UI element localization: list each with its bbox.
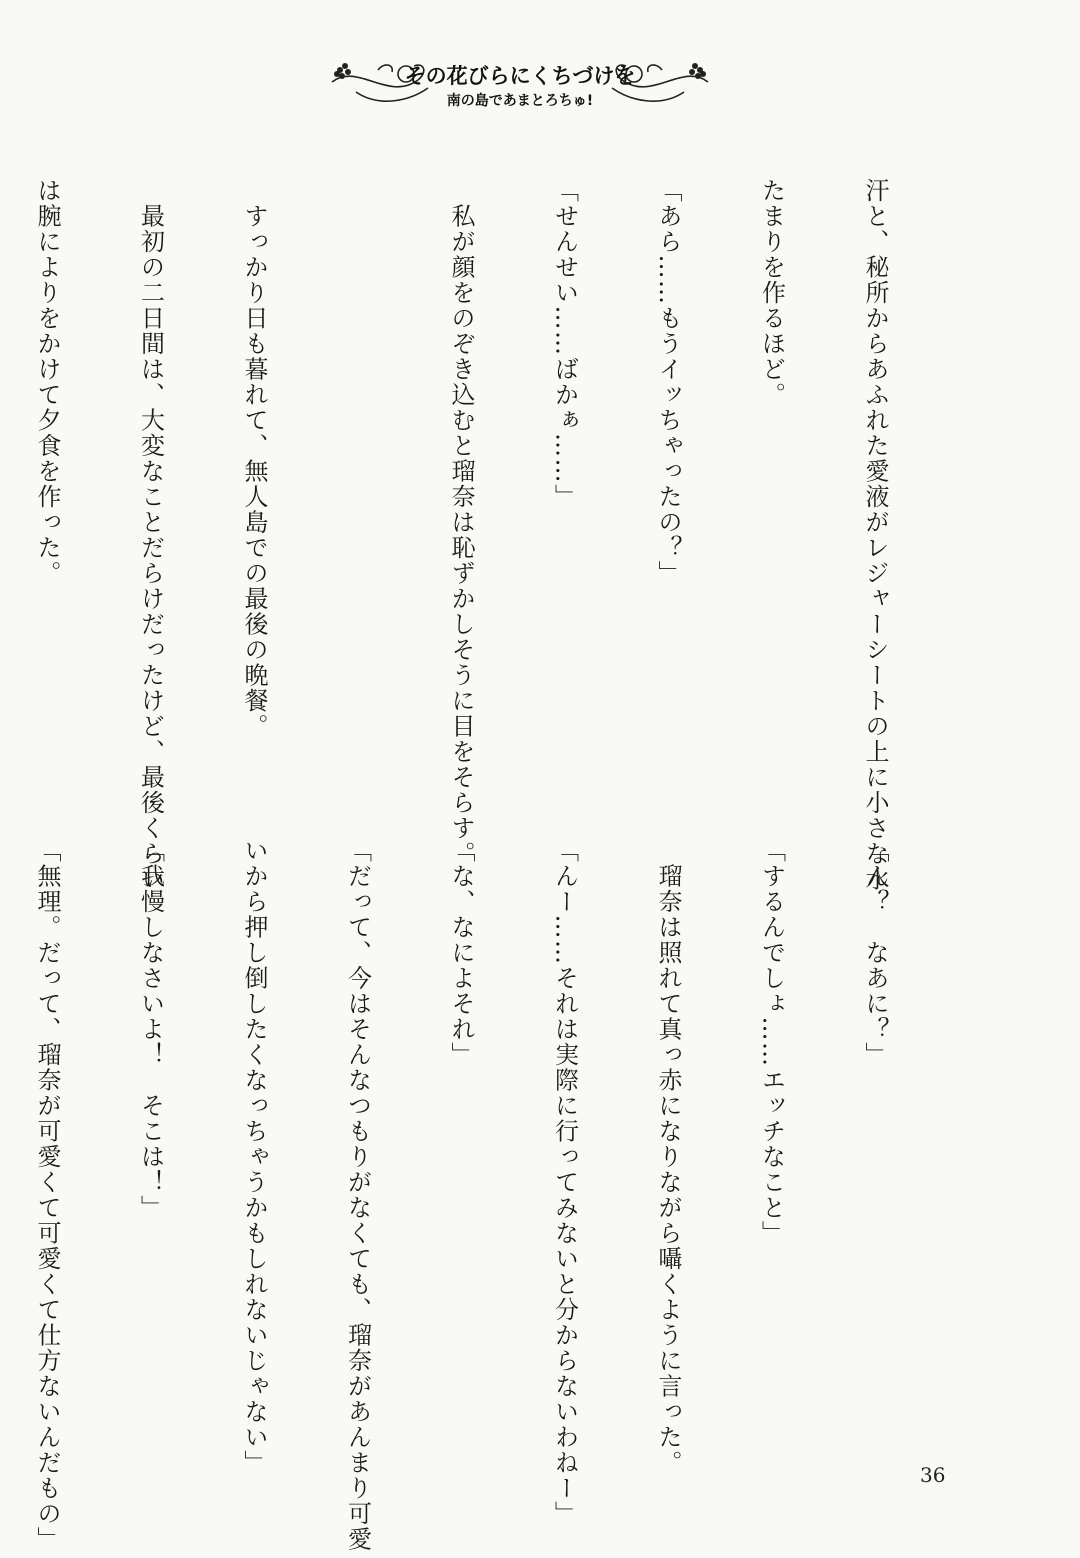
- text-line: 「な、なによそれ」: [447, 838, 475, 1068]
- text-block-top: [0, 178, 961, 892]
- text-line: 最初の二日間は、大変なことだらけだったけど、最後くらい: [136, 178, 165, 892]
- page-header: [328, 52, 712, 114]
- book-title: その花びらにくちづけを: [404, 64, 636, 88]
- text-line: [340, 178, 375, 798]
- text-line: 「ん？ なあに？」: [861, 838, 889, 1068]
- text-line: すっかり日も暮れて、無人島での最後の晩餐。: [240, 178, 268, 739]
- text-line: 「だって、今はそんなつもりがなくても、瑠奈があんまり可愛: [343, 838, 372, 1552]
- text-line: 私が顔をのぞき込むと瑠奈は恥ずかしそうに目をそらす。: [447, 178, 475, 867]
- book-subtitle: 南の島であまとろちゅ!: [446, 93, 594, 109]
- text-line: 「無理。だって、瑠奈が可愛くて可愛くて仕方ないんだもの」: [33, 838, 61, 1552]
- text-line: いから押し倒したくなっちゃうかもしれないじゃない」: [240, 838, 268, 1476]
- text-line: 「するんでしょ……エッチなこと」: [757, 838, 786, 1246]
- text-line: 「せんせい……ばかぁ……」: [550, 178, 579, 510]
- page-number: 36: [920, 1463, 946, 1487]
- text-line: 「んー……それは実際に行ってみないと分からないわねー」: [550, 838, 579, 1527]
- text-line: 「あら……もうイッちゃったの？」: [654, 178, 682, 586]
- text-line: 「我慢しなさいよ！ そこは！」: [136, 838, 165, 1221]
- text-line: 汗と、秘所からあふれた愛液がレジャーシートの上に小さな水: [861, 178, 889, 892]
- text-line: たまりを作るほど。: [757, 178, 786, 408]
- text-line: 瑠奈は照れて真っ赤になりながら囁くように言った。: [654, 838, 682, 1476]
- text-line: は腕によりをかけて夕食を作った。: [33, 178, 61, 586]
